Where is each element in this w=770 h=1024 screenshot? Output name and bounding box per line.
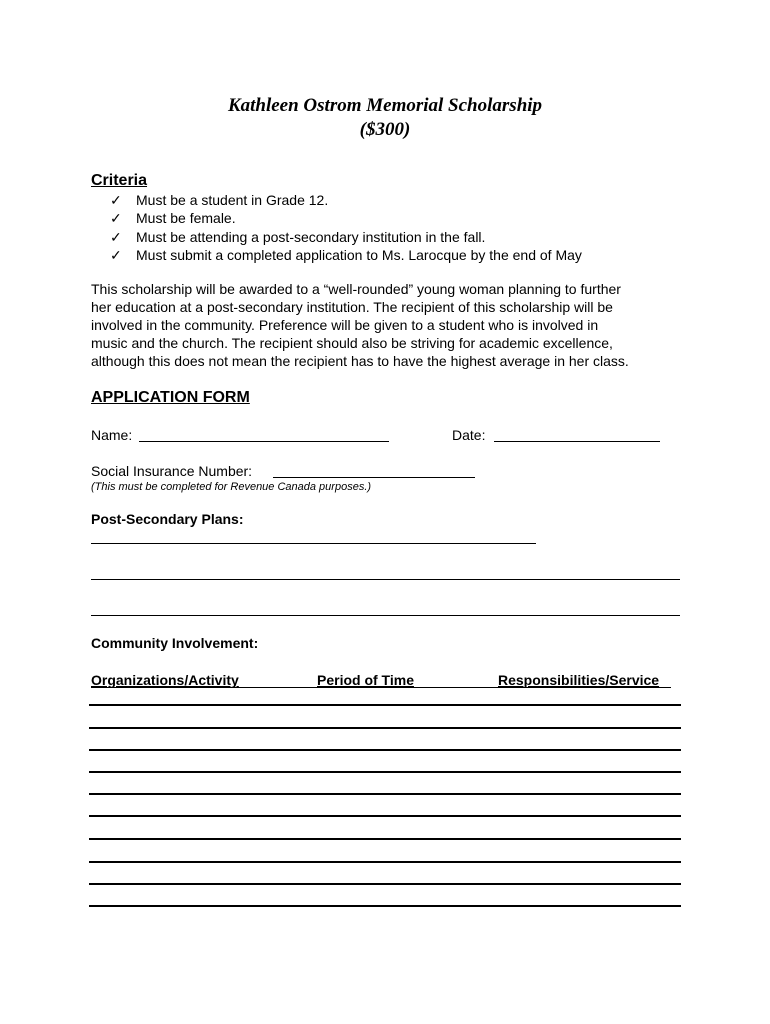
name-field[interactable] — [139, 441, 389, 442]
checkmark-icon: ✓ — [110, 192, 122, 208]
involvement-row-line[interactable] — [89, 704, 681, 706]
involvement-row-line[interactable] — [89, 883, 681, 885]
application-form-heading: APPLICATION FORM — [91, 389, 250, 406]
scholarship-description — [91, 280, 691, 370]
description-line: music and the church. The recipient should also be striving for academic excellence, — [91, 335, 613, 351]
criteria-item: ✓ Must be attending a post-secondary institution in the fall. — [110, 228, 486, 245]
criteria-item: ✓ Must be a student in Grade 12. — [110, 192, 329, 208]
sin-label: Social Insurance Number: — [91, 463, 253, 479]
column-header-period: Period of Time — [317, 672, 414, 688]
plans-field-line-2[interactable] — [91, 579, 680, 580]
community-involvement-label: Community Involvement: — [91, 635, 259, 651]
name-label: Name: — [91, 427, 133, 443]
criteria-item: ✓ Must submit a completed application to Ms. Larocque by the end of May — [110, 246, 582, 263]
criteria-list — [110, 191, 582, 264]
involvement-row-line[interactable] — [89, 838, 681, 840]
sin-field[interactable] — [273, 477, 475, 478]
criteria-heading: Criteria — [91, 172, 148, 189]
description-line: although this does not mean the recipient has to have the highest average in her class. — [91, 353, 629, 369]
involvement-row-line[interactable] — [89, 905, 681, 907]
post-secondary-plans-label: Post-Secondary Plans: — [91, 511, 244, 527]
checkmark-icon: ✓ — [110, 228, 122, 245]
plans-field-line-1[interactable] — [91, 543, 536, 544]
column-header-underline — [91, 687, 671, 688]
scholarship-title: Kathleen Ostrom Memorial Scholarship — [227, 95, 543, 116]
column-header-organizations: Organizations/Activity — [91, 672, 239, 688]
involvement-row-line[interactable] — [89, 771, 681, 773]
involvement-row-line[interactable] — [89, 861, 681, 863]
description-line: her education at a post-secondary institution. The recipient of this scholarship will be — [91, 299, 613, 315]
involvement-row-line[interactable] — [89, 815, 681, 817]
description-line: This scholarship will be awarded to a “well-rounded” young woman planning to further — [91, 281, 621, 297]
description-line: involved in the community. Preference will be given to a student who is involved in — [91, 317, 599, 333]
column-header-responsibilities: Responsibilities/Service — [498, 672, 660, 688]
date-field[interactable] — [494, 441, 660, 442]
checkmark-icon: ✓ — [110, 210, 122, 227]
date-label: Date: — [452, 427, 486, 443]
involvement-row-line[interactable] — [89, 727, 681, 729]
criteria-item: ✓ Must be female. — [110, 210, 236, 227]
checkmark-icon: ✓ — [110, 246, 122, 263]
involvement-row-line[interactable] — [89, 749, 681, 751]
sin-note: (This must be completed for Revenue Canada purposes.) — [91, 481, 372, 493]
plans-field-line-3[interactable] — [91, 615, 680, 616]
scholarship-amount: ($300) — [359, 119, 411, 140]
involvement-row-line[interactable] — [89, 793, 681, 795]
